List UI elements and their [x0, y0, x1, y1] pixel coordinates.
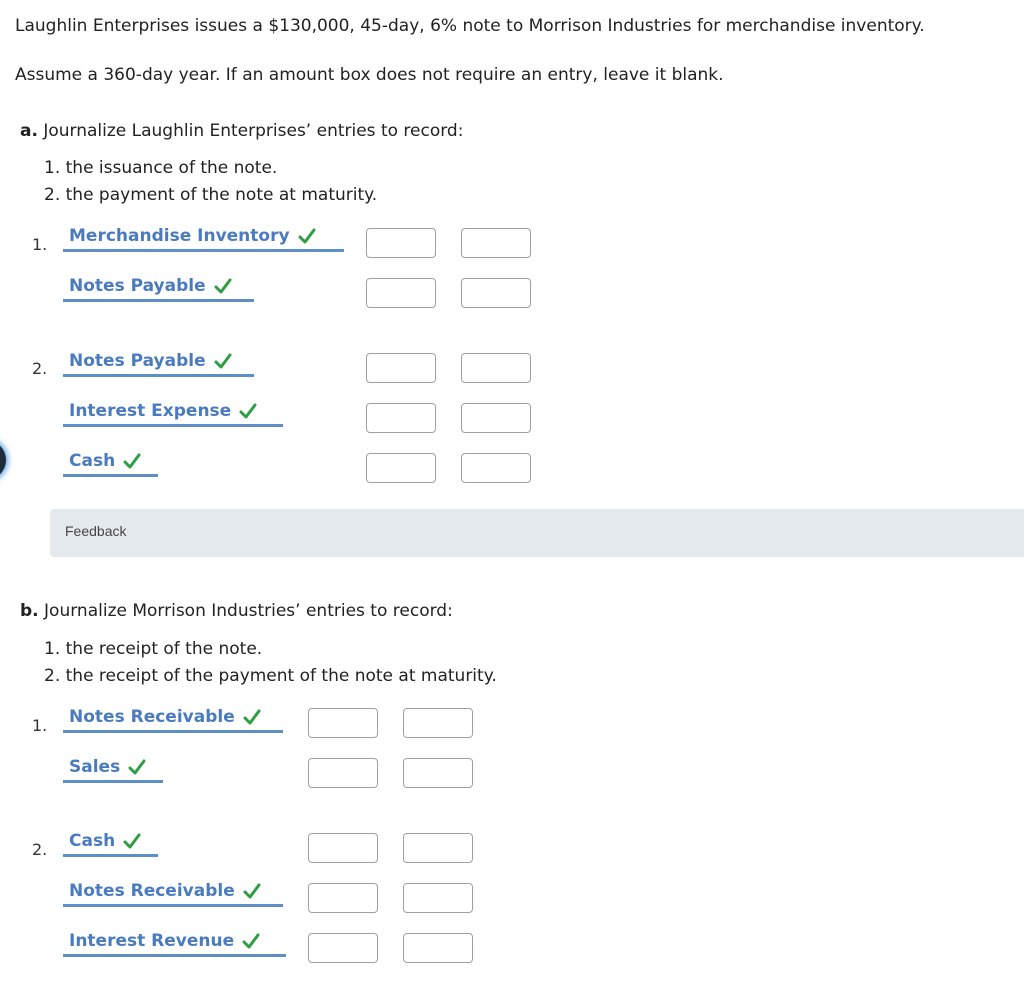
account-select-interest-expense[interactable]: [63, 397, 283, 427]
account-label: Notes Payable: [69, 350, 206, 371]
credit-amount-input[interactable]: [403, 708, 473, 738]
debit-amount-input[interactable]: [366, 278, 436, 308]
part-b-letter: b.: [20, 601, 39, 621]
debit-amount-input[interactable]: [366, 228, 436, 258]
entry-number: 2.: [32, 840, 48, 859]
check-icon: [242, 932, 260, 950]
part-b-step-1: 1. the receipt of the note.: [44, 639, 263, 659]
check-icon: [214, 352, 232, 370]
intro-line-1: Laughlin Enterprises issues a $130,000, 45-day, 6% note to Morrison Industries for merchandise inventory.: [15, 16, 925, 36]
check-icon: [214, 277, 232, 295]
feedback-label: Feedback: [65, 523, 127, 539]
debit-amount-input[interactable]: [308, 933, 378, 963]
debit-amount-input[interactable]: [308, 833, 378, 863]
side-tab-handle[interactable]: [0, 440, 6, 480]
part-a-title: Journalize Laughlin Enterprises’ entries to record:: [43, 121, 464, 141]
debit-amount-input[interactable]: [366, 353, 436, 383]
account-label: Merchandise Inventory: [69, 225, 290, 246]
part-a-step-1: 1. the issuance of the note.: [44, 158, 278, 178]
check-icon: [128, 758, 146, 776]
check-icon: [123, 832, 141, 850]
credit-amount-input[interactable]: [403, 833, 473, 863]
account-label: Sales: [69, 756, 121, 777]
debit-amount-input[interactable]: [308, 883, 378, 913]
check-icon: [123, 452, 141, 470]
account-select-interest-revenue[interactable]: [63, 927, 286, 957]
credit-amount-input[interactable]: [403, 883, 473, 913]
debit-amount-input[interactable]: [308, 758, 378, 788]
part-b-step-2: 2. the receipt of the payment of the note at maturity.: [44, 666, 497, 686]
part-a-letter: a.: [20, 121, 38, 141]
credit-amount-input[interactable]: [461, 278, 531, 308]
check-icon: [298, 227, 316, 245]
credit-amount-input[interactable]: [403, 758, 473, 788]
account-label: Interest Revenue: [69, 930, 235, 951]
account-select-cash[interactable]: [63, 827, 158, 857]
credit-amount-input[interactable]: [461, 453, 531, 483]
debit-amount-input[interactable]: [366, 453, 436, 483]
account-select-sales[interactable]: [63, 753, 163, 783]
check-icon: [239, 402, 257, 420]
debit-amount-input[interactable]: [308, 708, 378, 738]
account-label: Cash: [69, 830, 116, 851]
part-a-step-2: 2. the payment of the note at maturity.: [44, 185, 378, 205]
account-label: Cash: [69, 450, 116, 471]
account-label: Interest Expense: [69, 400, 232, 421]
credit-amount-input[interactable]: [461, 353, 531, 383]
account-select-notes-payable[interactable]: [63, 272, 254, 302]
account-select-merchandise-inventory[interactable]: [63, 222, 344, 252]
account-label: Notes Receivable: [69, 706, 235, 727]
entry-number: 1.: [32, 235, 48, 254]
credit-amount-input[interactable]: [461, 228, 531, 258]
feedback-panel: [50, 509, 1024, 557]
intro-line-2: Assume a 360-day year. If an amount box does not require an entry, leave it blank.: [15, 65, 724, 85]
part-b-title: Journalize Morrison Industries’ entries to record:: [44, 601, 453, 621]
account-select-cash[interactable]: [63, 447, 158, 477]
part-b-heading: [20, 601, 453, 621]
account-select-notes-receivable[interactable]: [63, 703, 283, 733]
account-label: Notes Payable: [69, 275, 206, 296]
entry-number: 2.: [32, 359, 48, 378]
credit-amount-input[interactable]: [461, 403, 531, 433]
credit-amount-input[interactable]: [403, 933, 473, 963]
account-label: Notes Receivable: [69, 880, 235, 901]
debit-amount-input[interactable]: [366, 403, 436, 433]
account-select-notes-receivable[interactable]: [63, 877, 283, 907]
account-select-notes-payable[interactable]: [63, 347, 254, 377]
part-a-heading: [20, 121, 463, 141]
entry-number: 1.: [32, 716, 48, 735]
check-icon: [243, 708, 261, 726]
check-icon: [243, 882, 261, 900]
